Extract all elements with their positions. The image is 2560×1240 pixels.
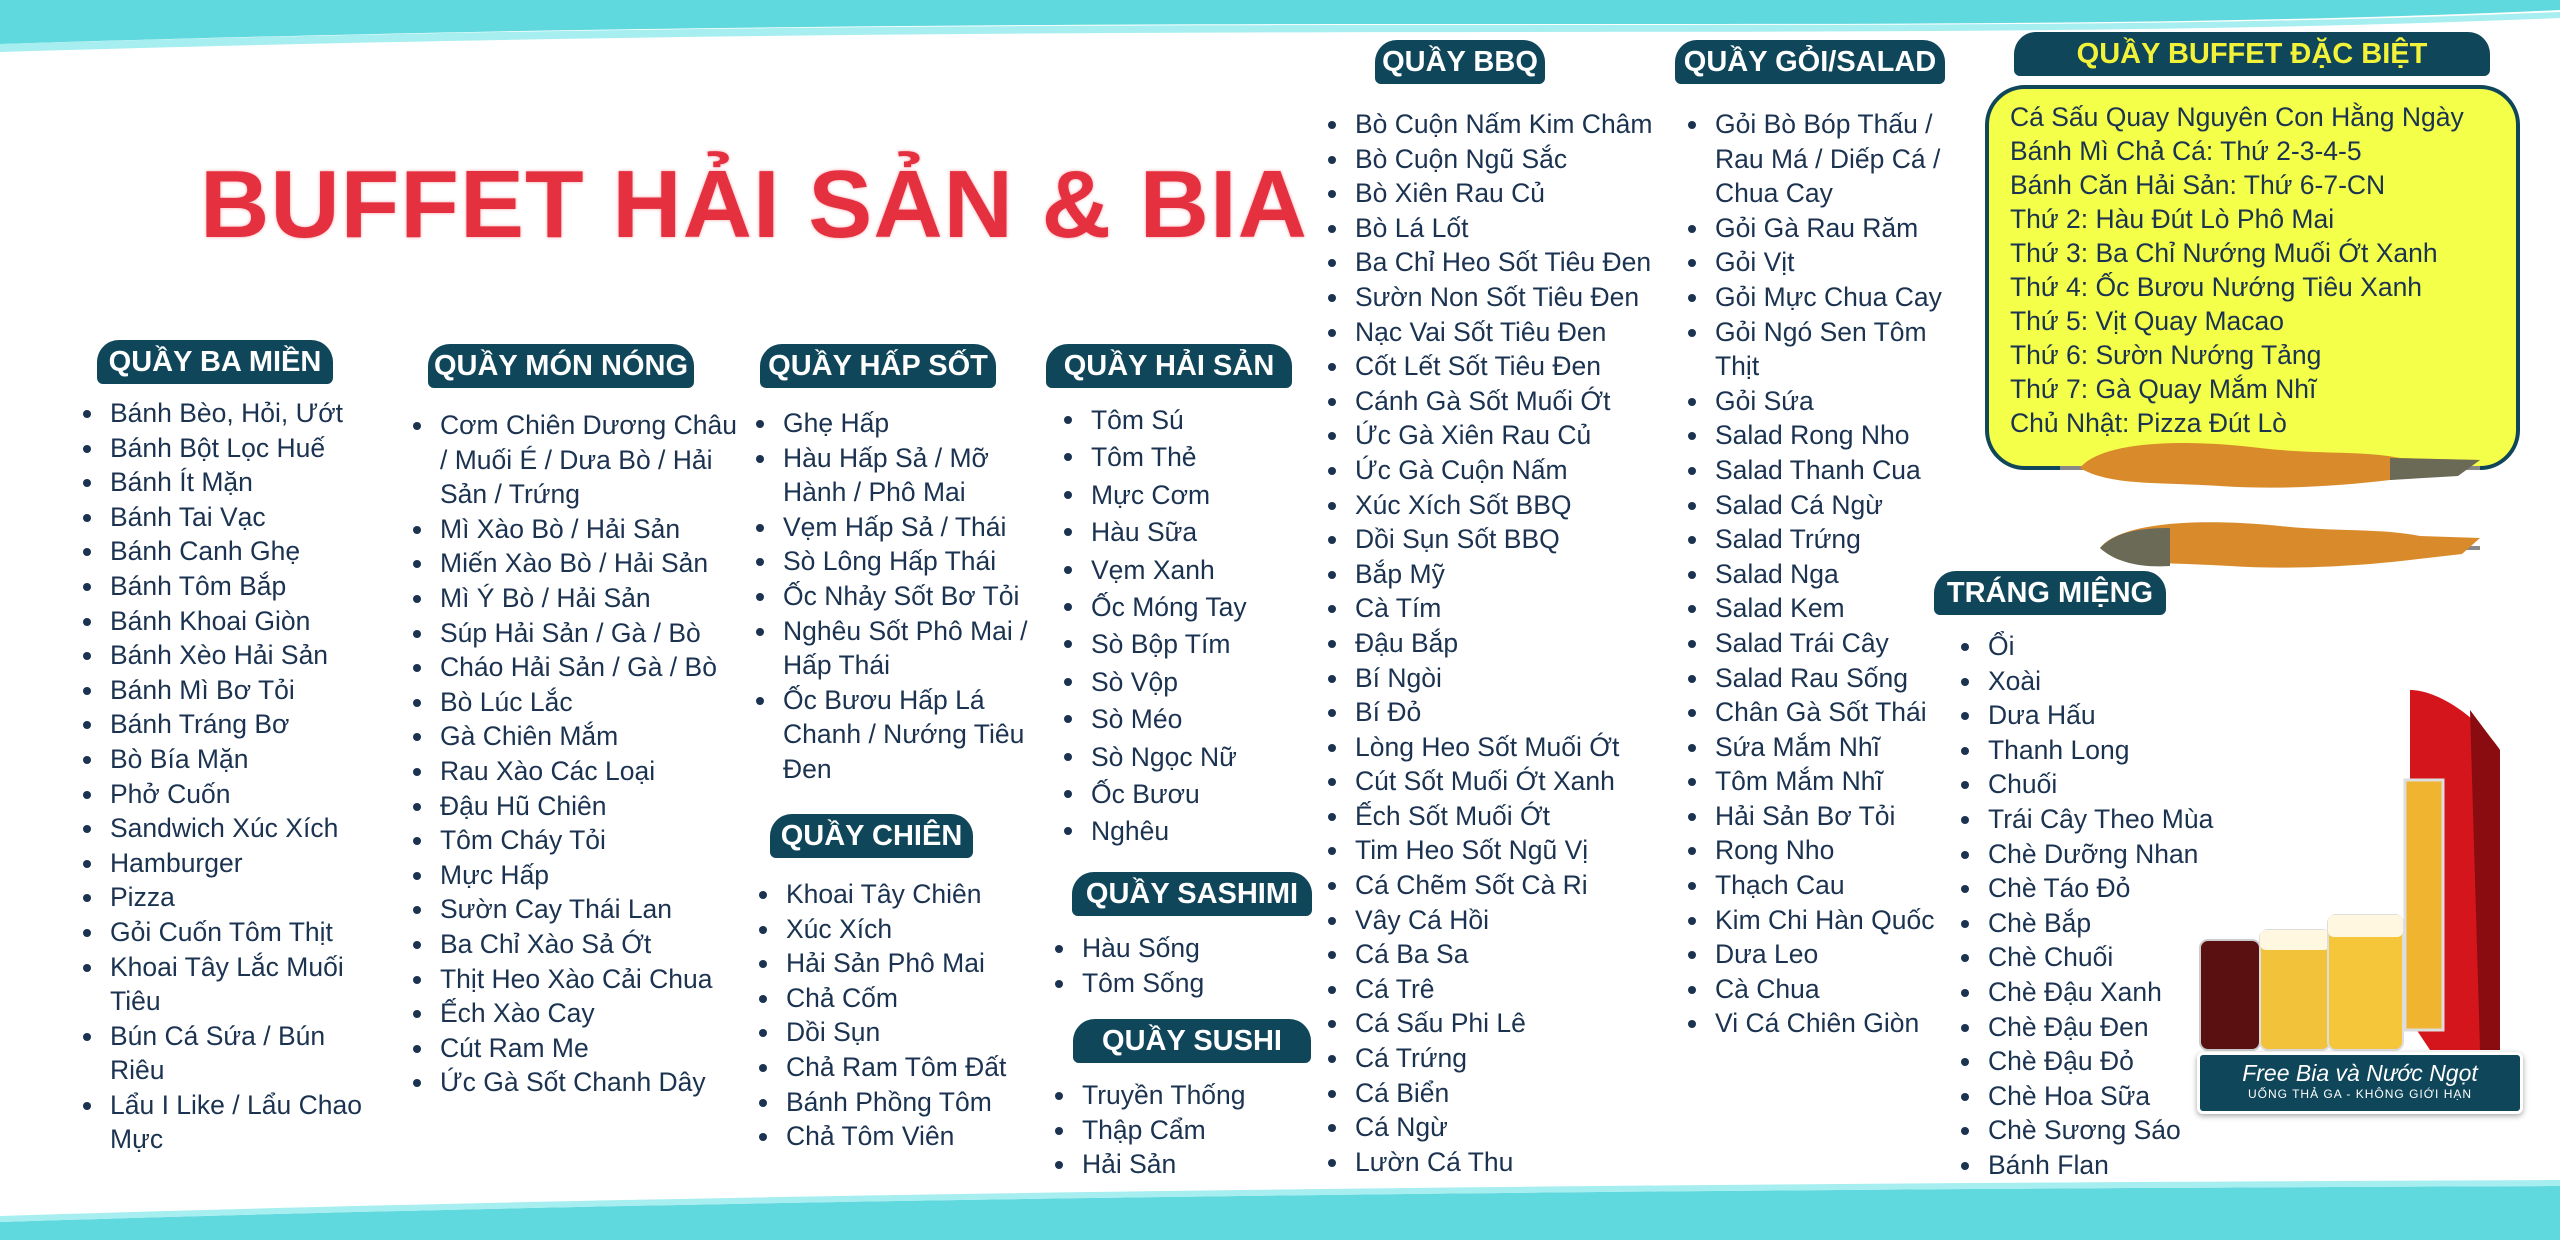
menu-item: Salad Nga xyxy=(1685,557,1975,592)
menu-item: Dưa Hấu xyxy=(1958,698,2218,733)
menu-item: Salad Thanh Cua xyxy=(1685,453,1975,488)
menu-item: Cút Sốt Muối Ớt Xanh xyxy=(1325,764,1675,799)
menu-item: Ba Chỉ Heo Sốt Tiêu Đen xyxy=(1325,245,1675,280)
menu-item: Ốc Bươu xyxy=(1061,776,1331,813)
chien-list xyxy=(756,877,1056,1154)
menu-item: Sườn Cay Thái Lan xyxy=(410,892,740,927)
menu-item: Ức Gà Xiên Rau Củ xyxy=(1325,418,1675,453)
menu-item: Salad Kem xyxy=(1685,591,1975,626)
menu-item: Dồi Sụn xyxy=(756,1015,1056,1050)
menu-item: Bánh Ít Mặn xyxy=(80,465,380,500)
menu-item: Chè Sương Sáo xyxy=(1958,1113,2218,1148)
menu-item: Ổi xyxy=(1958,629,2218,664)
menu-item: Gỏi Ngó Sen Tôm Thịt xyxy=(1685,315,1975,384)
menu-item: Sò Ngọc Nữ xyxy=(1061,739,1331,776)
menu-item: Tôm Thẻ xyxy=(1061,439,1331,476)
menu-item: Lòng Heo Sốt Muối Ớt xyxy=(1325,730,1675,765)
menu-item: Cháo Hải Sản / Gà / Bò xyxy=(410,650,740,685)
section-header-trang-mieng: TRÁNG MIỆNG xyxy=(1934,571,2166,615)
menu-item: Gỏi Gà Rau Răm xyxy=(1685,211,1975,246)
section-header-chien: QUẦY CHIÊN xyxy=(770,814,973,858)
menu-item: Xúc Xích Sốt BBQ xyxy=(1325,488,1675,523)
menu-item: Thạch Cau xyxy=(1685,868,1975,903)
menu-item: Bí Đỏ xyxy=(1325,695,1675,730)
menu-item: Mì Ý Bò / Hải Sản xyxy=(410,581,740,616)
goi-salad-list xyxy=(1685,107,1975,1041)
menu-item: Cánh Gà Sốt Muối Ớt xyxy=(1325,384,1675,419)
menu-item: Súp Hải Sản / Gà / Bò xyxy=(410,616,740,651)
section-header-dac-biet: QUẦY BUFFET ĐẶC BIỆT xyxy=(2014,32,2490,76)
menu-item: Cút Ram Me xyxy=(410,1031,740,1066)
menu-item: Cá Sấu Quay Nguyên Con Hằng Ngày xyxy=(2010,102,2464,132)
menu-item: Bánh Căn Hải Sản: Thứ 6-7-CN xyxy=(2010,170,2386,200)
menu-item: Sò Bộp Tím xyxy=(1061,626,1331,663)
menu-item: Cốt Lết Sốt Tiêu Đen xyxy=(1325,349,1675,384)
free-drinks-subtext: UỐNG THẢ GA - KHÔNG GIỚI HẠN xyxy=(2247,1087,2473,1101)
menu-item: Bò Cuộn Nấm Kim Châm xyxy=(1325,107,1675,142)
menu-item: Chè Đậu Xanh xyxy=(1958,975,2218,1010)
menu-item: Sandwich Xúc Xích xyxy=(80,811,380,846)
menu-item: Vẹm Hấp Sả / Thái xyxy=(753,510,1028,545)
menu-item: Chè Đậu Đen xyxy=(1958,1010,2218,1045)
menu-item: Bánh Phồng Tôm xyxy=(756,1085,1056,1120)
menu-item: Ức Gà Cuộn Nấm xyxy=(1325,453,1675,488)
menu-item: Chả Cốm xyxy=(756,981,1056,1016)
menu-item: Miến Xào Bò / Hải Sản xyxy=(410,546,740,581)
menu-item: Bánh Flan xyxy=(1958,1148,2218,1183)
menu-item: Lườn Cá Thu xyxy=(1325,1145,1675,1180)
section-header-hai-san: QUẦY HẢI SẢN xyxy=(1046,344,1292,388)
menu-item: Sò Méo xyxy=(1061,701,1331,738)
menu-item: Hải Sản xyxy=(1052,1147,1312,1182)
menu-item: Sứa Mắm Nhĩ xyxy=(1685,730,1975,765)
menu-item: Sò Vộp xyxy=(1061,664,1331,701)
menu-item: Thứ 2: Hàu Đút Lò Phô Mai xyxy=(2010,204,2335,234)
menu-item: Tôm Sống xyxy=(1052,966,1312,1001)
menu-item: Khoai Tây Lắc Muối Tiêu xyxy=(80,950,380,1019)
section-header-bbq: QUẦY BBQ xyxy=(1375,40,1545,84)
menu-item: Ốc Nhảy Sốt Bơ Tỏi xyxy=(753,579,1028,614)
sashimi-list xyxy=(1052,931,1312,1000)
menu-item: Trái Cây Theo Mùa xyxy=(1958,802,2218,837)
menu-item: Thứ 5: Vịt Quay Macao xyxy=(2010,306,2285,336)
menu-item: Cá Chẽm Sốt Cà Ri xyxy=(1325,868,1675,903)
menu-item: Thứ 3: Ba Chỉ Nướng Muối Ớt Xanh xyxy=(2010,238,2438,268)
menu-item: Bánh Tôm Bắp xyxy=(80,569,380,604)
menu-item: Ba Chỉ Xào Sả Ớt xyxy=(410,927,740,962)
menu-item: Vây Cá Hồi xyxy=(1325,903,1675,938)
menu-item: Truyền Thống xyxy=(1052,1078,1312,1113)
menu-item: Khoai Tây Chiên xyxy=(756,877,1056,912)
free-drinks-badge xyxy=(2197,1052,2523,1114)
menu-item: Tim Heo Sốt Ngũ Vị xyxy=(1325,833,1675,868)
menu-item: Chè Dưỡng Nhan xyxy=(1958,837,2218,872)
menu-item: Đậu Hũ Chiên xyxy=(410,789,740,824)
menu-item: Ếch Xào Cay xyxy=(410,996,740,1031)
beer-tower-image xyxy=(2180,690,2520,1060)
menu-item: Salad Rong Nho xyxy=(1685,418,1975,453)
menu-item: Thứ 4: Ốc Bươu Nướng Tiêu Xanh xyxy=(2010,272,2423,302)
section-header-goi-salad: QUẦY GỎI/SALAD xyxy=(1675,40,1945,84)
dac-biet-list xyxy=(2010,100,2464,440)
menu-item: Nghêu xyxy=(1061,813,1331,850)
menu-item: Ức Gà Sốt Chanh Dây xyxy=(410,1065,740,1100)
menu-item: Cà Chua xyxy=(1685,972,1975,1007)
menu-item: Chủ Nhật: Pizza Đút Lò xyxy=(2010,408,2287,438)
menu-item: Bánh Tráng Bơ xyxy=(80,707,380,742)
menu-item: Ghẹ Hấp xyxy=(753,406,1028,441)
menu-item: Hàu Sống xyxy=(1052,931,1312,966)
menu-item: Bánh Bột Lọc Huế xyxy=(80,431,380,466)
free-drinks-text: Free Bia và Nước Ngọt xyxy=(2242,1060,2478,1086)
menu-item: Gỏi Bò Bóp Thấu / Rau Má / Diếp Cá / Chua Cay xyxy=(1685,107,1975,211)
menu-item: Bánh Canh Ghẹ xyxy=(80,534,380,569)
menu-item: Chả Tôm Viên xyxy=(756,1119,1056,1154)
menu-item: Sườn Non Sốt Tiêu Đen xyxy=(1325,280,1675,315)
menu-item: Thứ 7: Gà Quay Mắm Nhĩ xyxy=(2010,374,2317,404)
menu-item: Gà Chiên Mắm xyxy=(410,719,740,754)
menu-item: Phở Cuốn xyxy=(80,777,380,812)
menu-item: Ốc Móng Tay xyxy=(1061,589,1331,626)
menu-item: Vi Cá Chiên Giòn xyxy=(1685,1006,1975,1041)
menu-item: Sò Lông Hấp Thái xyxy=(753,544,1028,579)
menu-item: Nghêu Sốt Phô Mai / Hấp Thái xyxy=(753,614,1028,683)
sushi-list xyxy=(1052,1078,1312,1182)
menu-item: Dưa Leo xyxy=(1685,937,1975,972)
menu-item: Pizza xyxy=(80,880,380,915)
menu-item: Cá Trứng xyxy=(1325,1041,1675,1076)
menu-item: Gỏi Sứa xyxy=(1685,384,1975,419)
menu-item: Gỏi Cuốn Tôm Thịt xyxy=(80,915,380,950)
menu-item: Chè Bắp xyxy=(1958,906,2218,941)
section-header-mon-nong: QUẦY MÓN NÓNG xyxy=(428,344,694,388)
menu-item: Gỏi Vịt xyxy=(1685,245,1975,280)
menu-item: Chè Đậu Đỏ xyxy=(1958,1044,2218,1079)
ba-mien-list xyxy=(80,396,380,1157)
menu-item: Rong Nho xyxy=(1685,833,1975,868)
menu-item: Bánh Bèo, Hỏi, Ướt xyxy=(80,396,380,431)
menu-item: Thanh Long xyxy=(1958,733,2218,768)
bbq-list xyxy=(1325,107,1675,1179)
menu-item: Nạc Vai Sốt Tiêu Đen xyxy=(1325,315,1675,350)
section-header-sashimi: QUẦY SASHIMI xyxy=(1072,872,1312,916)
menu-item: Chân Gà Sốt Thái xyxy=(1685,695,1975,730)
menu-item: Hàu Hấp Sả / Mỡ Hành / Phô Mai xyxy=(753,441,1028,510)
section-header-sushi: QUẦY SUSHI xyxy=(1073,1019,1311,1063)
page-title: BUFFET HẢI SẢN & BIA xyxy=(200,151,1308,258)
menu-item: Bánh Xèo Hải Sản xyxy=(80,638,380,673)
menu-item: Bò Bía Mặn xyxy=(80,742,380,777)
menu-item: Hải Sản Phô Mai xyxy=(756,946,1056,981)
menu-item: Vẹm Xanh xyxy=(1061,552,1331,589)
section-header-ba-mien: QUẦY BA MIỀN xyxy=(97,340,333,384)
trang-mieng-list xyxy=(1958,629,2218,1183)
menu-item: Chuối xyxy=(1958,767,2218,802)
menu-item: Tôm Mắm Nhĩ xyxy=(1685,764,1975,799)
menu-item: Bắp Mỹ xyxy=(1325,557,1675,592)
menu-item: Dồi Sụn Sốt BBQ xyxy=(1325,522,1675,557)
menu-item: Gỏi Mực Chua Cay xyxy=(1685,280,1975,315)
menu-item: Hamburger xyxy=(80,846,380,881)
menu-item: Bánh Mì Bơ Tỏi xyxy=(80,673,380,708)
menu-item: Cơm Chiên Dương Châu / Muối É / Dưa Bò / Hải Sản / Trứng xyxy=(410,408,740,512)
menu-item: Bánh Khoai Giòn xyxy=(80,604,380,639)
menu-item: Ốc Bươu Hấp Lá Chanh / Nướng Tiêu Đen xyxy=(753,683,1028,787)
hai-san-list xyxy=(1061,402,1331,851)
roasted-crocodile-image xyxy=(2060,420,2480,570)
menu-item: Cá Biển xyxy=(1325,1076,1675,1111)
menu-item: Mực Cơm xyxy=(1061,477,1331,514)
menu-item: Kim Chi Hàn Quốc xyxy=(1685,903,1975,938)
menu-item: Bún Cá Sứa / Bún Riêu xyxy=(80,1019,380,1088)
menu-item: Salad Rau Sống xyxy=(1685,661,1975,696)
menu-item: Xúc Xích xyxy=(756,912,1056,947)
menu-item: Xoài xyxy=(1958,664,2218,699)
menu-item: Chè Táo Đỏ xyxy=(1958,871,2218,906)
menu-item: Cá Ba Sa xyxy=(1325,937,1675,972)
menu-item: Thịt Heo Xào Cải Chua xyxy=(410,962,740,997)
hap-sot-list xyxy=(753,406,1028,787)
menu-item: Bí Ngòi xyxy=(1325,661,1675,696)
menu-item: Thập Cẩm xyxy=(1052,1113,1312,1148)
menu-item: Tôm Cháy Tỏi xyxy=(410,823,740,858)
menu-item: Salad Cá Ngừ xyxy=(1685,488,1975,523)
menu-item: Bò Lá Lốt xyxy=(1325,211,1675,246)
menu-item: Bánh Tai Vạc xyxy=(80,500,380,535)
menu-item: Cà Tím xyxy=(1325,591,1675,626)
menu-item: Bò Lúc Lắc xyxy=(410,685,740,720)
menu-item: Cá Trê xyxy=(1325,972,1675,1007)
menu-item: Rau Xào Các Loại xyxy=(410,754,740,789)
menu-item: Hải Sản Bơ Tỏi xyxy=(1685,799,1975,834)
menu-item: Chè Chuối xyxy=(1958,940,2218,975)
menu-item: Cá Ngừ xyxy=(1325,1110,1675,1145)
mon-nong-list xyxy=(410,408,740,1100)
menu-item: Ếch Sốt Muối Ớt xyxy=(1325,799,1675,834)
menu-item: Chả Ram Tôm Đất xyxy=(756,1050,1056,1085)
menu-item: Salad Trái Cây xyxy=(1685,626,1975,661)
menu-item: Đậu Bắp xyxy=(1325,626,1675,661)
menu-item: Thứ 6: Sườn Nướng Tảng xyxy=(2010,340,2322,370)
section-header-hap-sot: QUẦY HẤP SỐT xyxy=(760,344,996,388)
menu-item: Lẩu I Like / Lẩu Chao Mực xyxy=(80,1088,380,1157)
menu-item: Bò Xiên Rau Củ xyxy=(1325,176,1675,211)
menu-item: Tôm Sú xyxy=(1061,402,1331,439)
menu-item: Mì Xào Bò / Hải Sản xyxy=(410,512,740,547)
menu-item: Hàu Sữa xyxy=(1061,514,1331,551)
menu-item: Cá Sấu Phi Lê xyxy=(1325,1006,1675,1041)
menu-item: Mực Hấp xyxy=(410,858,740,893)
menu-item: Bò Cuộn Ngũ Sắc xyxy=(1325,142,1675,177)
menu-item: Chè Hoa Sữa xyxy=(1958,1079,2218,1114)
menu-item: Bánh Mì Chả Cá: Thứ 2-3-4-5 xyxy=(2010,136,2362,166)
menu-item: Salad Trứng xyxy=(1685,522,1975,557)
